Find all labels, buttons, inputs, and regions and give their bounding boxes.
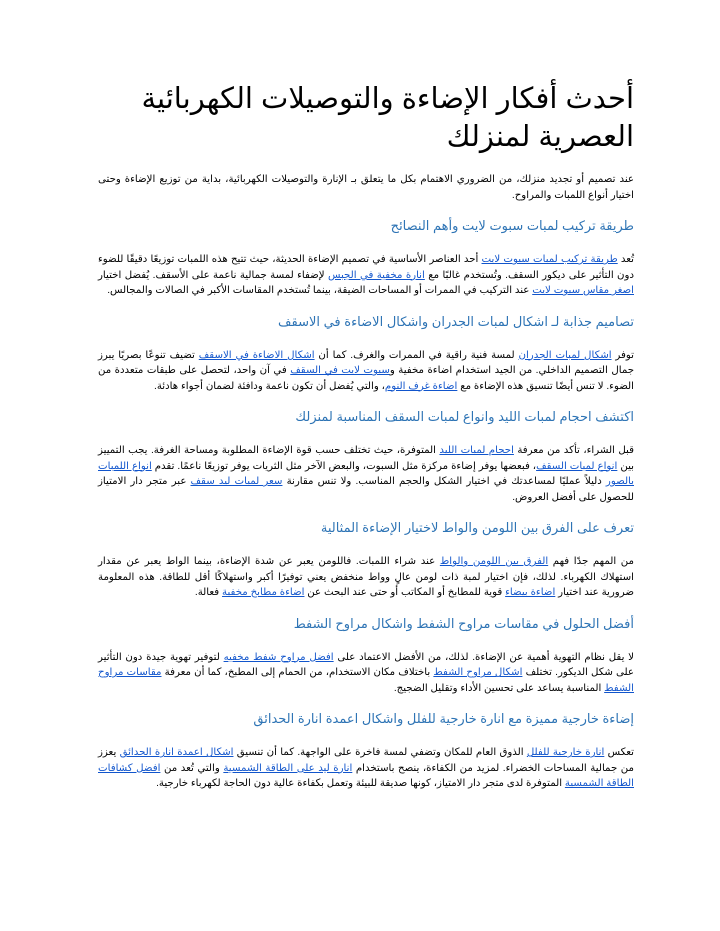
- section: [98, 313, 634, 395]
- inline-link[interactable]: اشكال لمبات الجدران: [518, 349, 612, 361]
- section-heading: طريقة تركيب لمبات سبوت لايت وأهم النصائح: [390, 218, 634, 233]
- inline-link[interactable]: اشكال الاضاءة في الاسقف: [198, 349, 315, 361]
- section-paragraph: [98, 443, 634, 505]
- inline-link[interactable]: اضاءة بيضاء: [505, 587, 556, 598]
- paragraph-text: المناسبة يساعد على تحسين الأداء وتقليل الضجيج.: [393, 682, 605, 694]
- section-list: [98, 217, 634, 792]
- paragraph-text: عند التركيب في الممرات أو المساحات الضيقة، بينما تُستخدم المقاسات الأكبر في الصالات والمجالس.: [107, 285, 533, 296]
- inline-link[interactable]: مقاسات مراوح الشفط: [98, 667, 634, 694]
- paragraph-text: تُعد: [617, 254, 635, 265]
- paragraph-text: توفر: [611, 349, 635, 361]
- paragraph-text: قبل الشراء، تأكد من معرفة: [513, 445, 634, 456]
- inline-link[interactable]: سعر لمبات ليد سقف: [190, 476, 283, 487]
- paragraph-text: من المهم جدًا فهم: [548, 556, 635, 567]
- section: [98, 408, 634, 505]
- intro-paragraph: عند تصميم أو تجديد منزلك، من الضروري الاهتمام بكل ما يتعلق بـ الإنارة والتوصيلات الكهربائية، بداية من توزيع الإضاءة وحتى اختيار أنواع اللمبات والمراوح.: [98, 174, 634, 201]
- inline-link[interactable]: اضاءة مطابخ مخفية: [222, 587, 305, 598]
- section-paragraph: [98, 745, 634, 792]
- paragraph-text: ، والتي يُفضل أن تكون ناعمة ودافئة لضمان أجواء هادئة.: [154, 380, 385, 392]
- paragraph-text: فعالة.: [194, 587, 223, 598]
- section: [98, 710, 634, 792]
- paragraph-text: يعزز من جمالية المساحات الخضراء. لمزيد من الكفاءة، ينصح باستخدام: [98, 747, 634, 774]
- section-paragraph: [98, 650, 634, 697]
- paragraph-text: لمسة فنية راقية في الممرات والغرف. كما أن: [314, 349, 519, 361]
- section-paragraph: [98, 252, 634, 299]
- inline-link[interactable]: سبوت لايت في السقف: [290, 365, 390, 376]
- section: [98, 615, 634, 697]
- paragraph-text: لتوفير تهوية جيدة دون التأثير على شكل الديكور. تختلف: [98, 651, 634, 678]
- paragraph-text: في آن واحد، لتحصل على طبقات متعددة من الضوء. لا تنس أيضًا تنسيق هذه الإضاءة مع: [98, 365, 634, 392]
- paragraph-text: المتوفرة لدى متجر دار الامتياز، كونها صديقة للبيئة وتعمل بكفاءة عالية دون الحاجة لكهرباء خارجية.: [156, 778, 565, 789]
- section: [98, 519, 634, 601]
- paragraph-text: لا يقل نظام التهوية أهمية عن الإضاءة. لذلك، من الأفضل الاعتماد على: [333, 651, 634, 663]
- inline-link[interactable]: افضل كشافات الطاقة الشمسية: [98, 762, 634, 789]
- inline-link[interactable]: انارة خارجية للفلل: [526, 747, 605, 758]
- page-title: أحدث أفكار الإضاءة والتوصيلات الكهربائية العصرية لمنزلك: [141, 83, 634, 153]
- inline-link[interactable]: احجام لمبات الليد: [439, 445, 514, 456]
- paragraph-text: أحد العناصر الأساسية في تصميم الإضاءة الحديثة، حيث تتيح هذه اللمبات توزيعًا دقيقًا للضوء دون التأثير على ديكور السقف. وتُستخدم غالبًا مع: [98, 254, 634, 281]
- inline-link[interactable]: افضل مراوح شفط مخفيه: [223, 651, 334, 663]
- paragraph-text: عند شراء اللمبات. فاللومن يعبر عن شدة الإضاءة، بينما الواط يعبر عن مقدار استهلاك الكهرباء. لذلك، فإن اختيار لمبة ذات لومن عالٍ وواط منخفض يعني توفيرًا أكبر واستهلاكًا أقل للطاقة. هذه المعلومة ضرورية عند اختيار: [98, 556, 634, 598]
- paragraph-text: قوية للمطابخ أو المكاتب أو حتى عند البحث عن: [304, 587, 506, 598]
- section-heading: أفضل الحلول في مقاسات مراوح الشفط واشكال مراوح الشفط: [293, 615, 634, 631]
- inline-link[interactable]: اشكال اعمدة انارة الحدائق: [119, 747, 234, 758]
- paragraph-text: باختلاف مكان الاستخدام، من الحمام إلى المطبخ، كما أن معرفة: [161, 667, 434, 678]
- section-heading: اكتشف احجام لمبات الليد وانواع لمبات السقف المناسبة لمنزلك: [295, 409, 634, 424]
- inline-link[interactable]: انواع اللمبات بالصور: [98, 460, 634, 487]
- inline-link[interactable]: اضاءة غرف النوم: [384, 380, 458, 392]
- document-page: [98, 80, 634, 792]
- section: [98, 217, 634, 299]
- section-paragraph: [98, 348, 634, 395]
- inline-link[interactable]: انواع لمبات السقف: [536, 460, 618, 472]
- inline-link[interactable]: اشكال مراوح الشفط: [433, 667, 523, 678]
- inline-link[interactable]: الفرق بين اللومن والواط: [439, 556, 549, 567]
- paragraph-text: المتوفرة، حيث تختلف حسب قوة الإضاءة المطلوبة ومساحة الغرفة. يجب التمييز بين: [98, 445, 634, 472]
- inline-link[interactable]: انارة ليد على الطاقة الشمسية: [223, 762, 353, 774]
- section-heading: تصاميم جذابة لـ اشكال لمبات الجدران واشكال الاضاءة في الاسقف: [278, 313, 634, 329]
- inline-link[interactable]: اصغر مقاس سبوت لايت: [532, 285, 634, 296]
- paragraph-text: دليلاً عمليًا لمساعدتك في اختيار الشكل والحجم المناسب. ولا تنس مقارنة: [282, 476, 606, 487]
- paragraph-text: ، فبعضها يوفر إضاءة مركزة مثل السبوت، والبعض الآخر مثل الثريات يوفر توزيعًا ناعمًا. تقدم: [151, 460, 537, 472]
- section-paragraph: [98, 554, 634, 601]
- paragraph-text: الذوق العام للمكان وتضفي لمسة فاخرة على الواجهة. كما أن تنسيق: [233, 747, 527, 758]
- section-heading: إضاءة خارجية مميزة مع انارة خارجية للفلل واشكال اعمدة انارة الحدائق: [253, 711, 634, 726]
- paragraph-text: عبر متجر دار الامتياز للحصول على أفضل العروض.: [98, 476, 634, 503]
- paragraph-text: والتي تُعد من: [160, 762, 224, 774]
- inline-link[interactable]: طريقة تركيب لمبات سبوت لايت: [481, 254, 618, 265]
- paragraph-text: لإضفاء لمسة جمالية ناعمة على الأسقف. يُفضل اختيار: [98, 269, 328, 281]
- paragraph-text: تضيف تنوعًا بصريًا يبرز جمال التصميم الداخلي. من الجيد استخدام اضاءة مخفية و: [98, 349, 635, 376]
- inline-link[interactable]: انارة مخفية في الجبس: [327, 269, 425, 281]
- section-heading: تعرف على الفرق بين اللومن والواط لاختيار الإضاءة المثالية: [320, 520, 634, 535]
- paragraph-text: تعكس: [604, 747, 634, 758]
